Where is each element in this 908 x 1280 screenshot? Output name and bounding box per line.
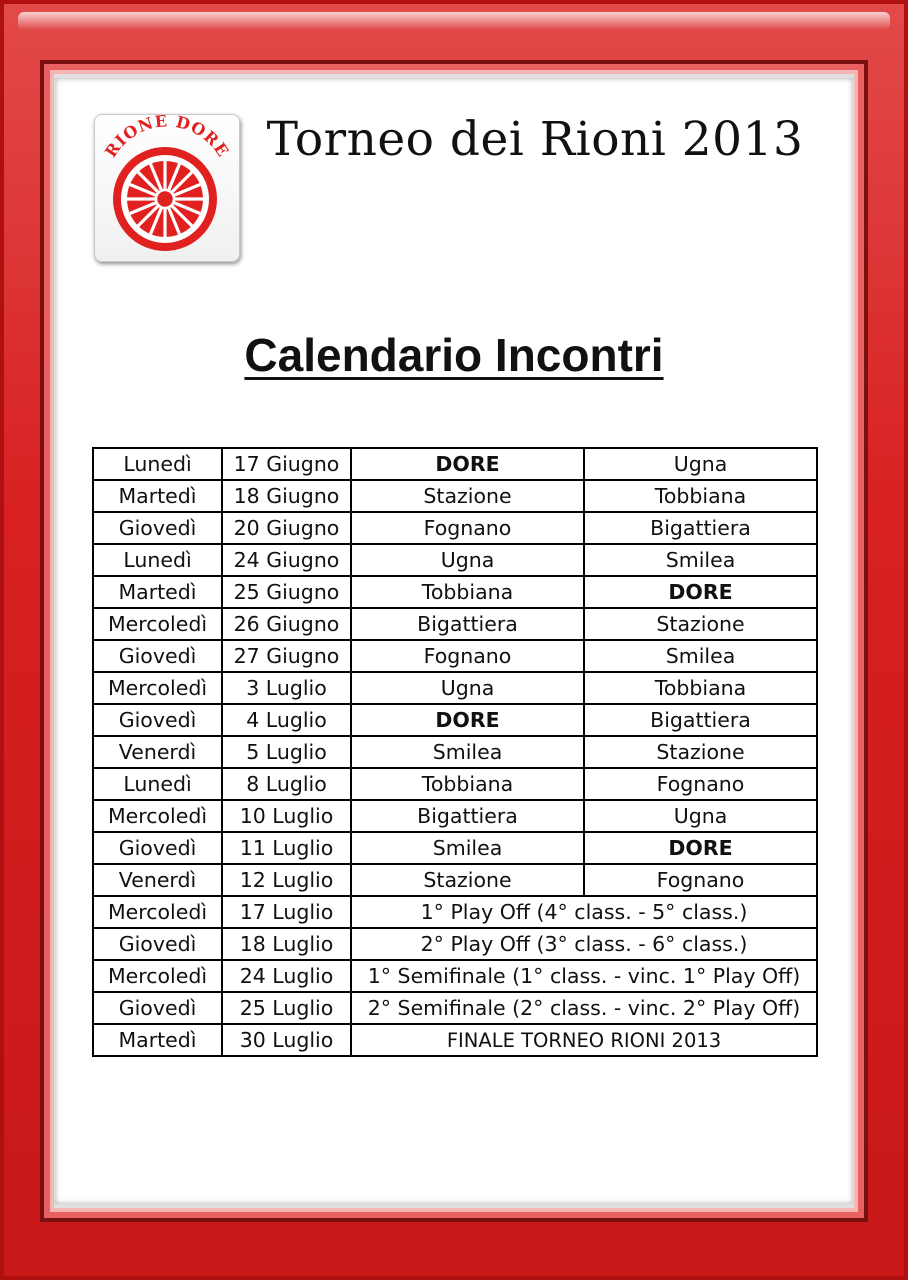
- day-cell: Martedì: [93, 576, 222, 608]
- day-cell: Lunedì: [93, 768, 222, 800]
- table-row: [93, 480, 817, 512]
- schedule-heading: [0, 328, 908, 382]
- away-team-cell: Stazione: [584, 608, 817, 640]
- home-team-cell: Bigattiera: [351, 800, 584, 832]
- day-cell: Martedì: [93, 1024, 222, 1056]
- away-team-cell: Smilea: [584, 544, 817, 576]
- table-row: [93, 544, 817, 576]
- home-team-cell: Tobbiana: [351, 768, 584, 800]
- table-row: [93, 608, 817, 640]
- day-cell: Giovedì: [93, 992, 222, 1024]
- date-cell: 12 Luglio: [222, 864, 351, 896]
- home-team-cell: Stazione: [351, 480, 584, 512]
- date-cell: 24 Luglio: [222, 960, 351, 992]
- event-cell: 1° Semifinale (1° class. - vinc. 1° Play Off): [351, 960, 817, 992]
- date-cell: 11 Luglio: [222, 832, 351, 864]
- day-cell: Giovedì: [93, 640, 222, 672]
- home-team-cell: Fognano: [351, 512, 584, 544]
- table-row: [93, 640, 817, 672]
- away-team-cell: Bigattiera: [584, 512, 817, 544]
- day-cell: Lunedì: [93, 448, 222, 480]
- rione-dore-logo: [94, 114, 240, 262]
- home-team-cell: Stazione: [351, 864, 584, 896]
- date-cell: 25 Giugno: [222, 576, 351, 608]
- date-cell: 18 Luglio: [222, 928, 351, 960]
- home-team-cell: Smilea: [351, 832, 584, 864]
- date-cell: 10 Luglio: [222, 800, 351, 832]
- schedule-table: [92, 447, 818, 1057]
- home-team-cell: Bigattiera: [351, 608, 584, 640]
- day-cell: Mercoledì: [93, 608, 222, 640]
- table-row: [93, 1024, 817, 1056]
- table-row: [93, 928, 817, 960]
- day-cell: Martedì: [93, 480, 222, 512]
- day-cell: Venerdì: [93, 736, 222, 768]
- event-cell: 2° Play Off (3° class. - 6° class.): [351, 928, 817, 960]
- table-row: [93, 704, 817, 736]
- date-cell: 27 Giugno: [222, 640, 351, 672]
- date-cell: 26 Giugno: [222, 608, 351, 640]
- day-cell: Lunedì: [93, 544, 222, 576]
- date-cell: 24 Giugno: [222, 544, 351, 576]
- table-row: [93, 768, 817, 800]
- date-cell: 4 Luglio: [222, 704, 351, 736]
- away-team-cell: Ugna: [584, 448, 817, 480]
- date-cell: 18 Giugno: [222, 480, 351, 512]
- home-team-cell: DORE: [351, 448, 584, 480]
- away-team-cell: Fognano: [584, 864, 817, 896]
- home-team-cell: DORE: [351, 704, 584, 736]
- away-team-cell: Stazione: [584, 736, 817, 768]
- table-row: [93, 576, 817, 608]
- away-team-cell: Fognano: [584, 768, 817, 800]
- date-cell: 25 Luglio: [222, 992, 351, 1024]
- away-team-cell: DORE: [584, 576, 817, 608]
- event-cell: FINALE TORNEO RIONI 2013: [351, 1024, 817, 1056]
- date-cell: 5 Luglio: [222, 736, 351, 768]
- home-team-cell: Fognano: [351, 640, 584, 672]
- table-row: [93, 896, 817, 928]
- day-cell: Mercoledì: [93, 672, 222, 704]
- day-cell: Giovedì: [93, 704, 222, 736]
- date-cell: 8 Luglio: [222, 768, 351, 800]
- cartwheel-icon: [95, 115, 239, 261]
- day-cell: Mercoledì: [93, 896, 222, 928]
- day-cell: Giovedì: [93, 928, 222, 960]
- away-team-cell: DORE: [584, 832, 817, 864]
- event-cell: 1° Play Off (4° class. - 5° class.): [351, 896, 817, 928]
- schedule-heading-text: Calendario Incontri: [244, 329, 664, 381]
- home-team-cell: Ugna: [351, 672, 584, 704]
- table-row: [93, 832, 817, 864]
- table-row: [93, 960, 817, 992]
- date-cell: 20 Giugno: [222, 512, 351, 544]
- date-cell: 17 Giugno: [222, 448, 351, 480]
- away-team-cell: Smilea: [584, 640, 817, 672]
- home-team-cell: Smilea: [351, 736, 584, 768]
- table-row: [93, 992, 817, 1024]
- logo-text: RIONE DORE: [101, 115, 233, 161]
- table-row: [93, 512, 817, 544]
- day-cell: Mercoledì: [93, 800, 222, 832]
- table-row: [93, 448, 817, 480]
- day-cell: Giovedì: [93, 832, 222, 864]
- home-team-cell: Ugna: [351, 544, 584, 576]
- day-cell: Giovedì: [93, 512, 222, 544]
- date-cell: 3 Luglio: [222, 672, 351, 704]
- home-team-cell: Tobbiana: [351, 576, 584, 608]
- page-title: Torneo dei Rioni 2013: [266, 112, 804, 167]
- table-row: [93, 800, 817, 832]
- away-team-cell: Tobbiana: [584, 672, 817, 704]
- away-team-cell: Bigattiera: [584, 704, 817, 736]
- away-team-cell: Ugna: [584, 800, 817, 832]
- event-cell: 2° Semifinale (2° class. - vinc. 2° Play Off): [351, 992, 817, 1024]
- day-cell: Venerdì: [93, 864, 222, 896]
- table-row: [93, 736, 817, 768]
- away-team-cell: Tobbiana: [584, 480, 817, 512]
- date-cell: 30 Luglio: [222, 1024, 351, 1056]
- table-row: [93, 864, 817, 896]
- day-cell: Mercoledì: [93, 960, 222, 992]
- date-cell: 17 Luglio: [222, 896, 351, 928]
- table-row: [93, 672, 817, 704]
